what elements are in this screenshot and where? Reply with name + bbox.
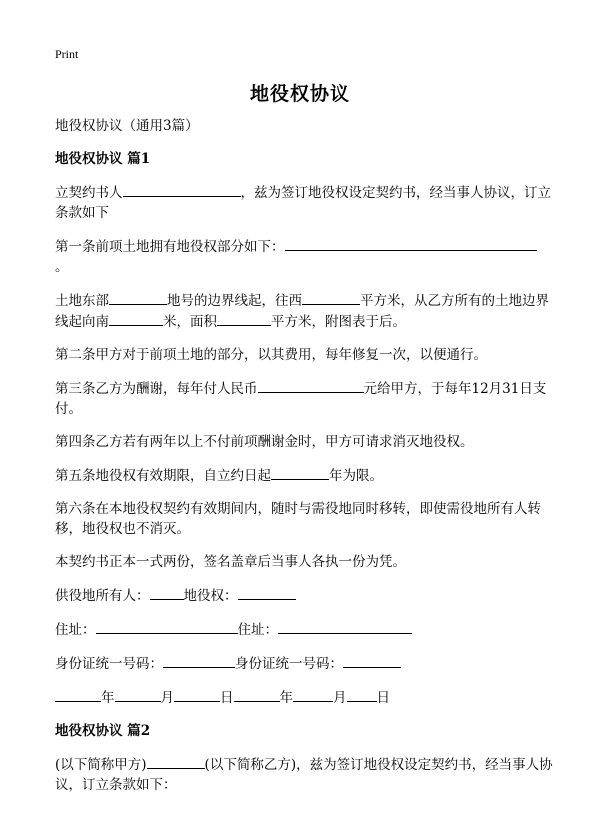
- text: 日: [220, 690, 234, 706]
- text: 土地东部: [55, 293, 109, 309]
- signature-date-line: [55, 687, 560, 708]
- paragraph-article-3: [55, 378, 560, 419]
- text: 元给甲方，于每年12月31日支付。: [55, 381, 547, 417]
- blank-field: [123, 182, 241, 197]
- text: 平方米，附图表于后。: [271, 314, 406, 330]
- blank-field: [96, 619, 238, 634]
- text: (以下简称甲方): [55, 757, 147, 773]
- text: 身份证统一号码：: [235, 656, 343, 672]
- blank-field: [343, 653, 401, 668]
- blank-field: [55, 687, 101, 702]
- paragraph-land-boundary: [55, 290, 560, 332]
- blank-field: [217, 311, 271, 326]
- blank-field: [347, 687, 377, 702]
- text: 平方米，从乙方所有的土地边界线起向南: [55, 293, 549, 330]
- text: 身份证统一号码：: [55, 656, 163, 672]
- blank-field: [174, 687, 220, 702]
- paragraph-article-2: 第二条甲方对于前项土地的部分，以其费用，每年修复一次，以便通行。: [55, 347, 487, 363]
- text: 住址：: [237, 622, 278, 638]
- text: 第一条前项土地拥有地役权部分如下：: [55, 239, 285, 255]
- paragraph-article-5: [55, 465, 560, 486]
- document-subtitle: 地役权协议（通用3篇）: [55, 118, 199, 134]
- text: 年为限。: [329, 468, 383, 484]
- text: 地役权：: [183, 588, 238, 604]
- blank-field: [234, 687, 280, 702]
- text: 米，面积: [163, 314, 217, 330]
- text: 地号的边界线起，往西: [167, 293, 302, 309]
- signature-id-line: [55, 653, 560, 674]
- blank-field: [258, 378, 364, 393]
- blank-field: [238, 585, 296, 600]
- signature-owner-line: [55, 585, 560, 606]
- blank-field: [302, 290, 360, 305]
- text: 年: [279, 690, 293, 706]
- text: 日: [376, 690, 390, 706]
- blank-field: [163, 653, 235, 668]
- blank-field: [293, 687, 333, 702]
- print-link[interactable]: Print: [55, 47, 79, 61]
- paragraph-article-4: 第四条乙方若有两年以上不付前项酬谢金时，甲方可请求消灭地役权。: [55, 434, 474, 450]
- text: 住址：: [55, 622, 96, 638]
- blank-field: [150, 585, 184, 600]
- blank-field: [285, 236, 537, 251]
- paragraph-contract-parties: [55, 182, 560, 223]
- paragraph-article-6: 第六条在本地役权契约有效期间内，随时与需役地同时移转，即使需役地所有人转移，地役权也不消灭。: [55, 501, 541, 537]
- blank-field: [109, 290, 167, 305]
- signature-address-line: [55, 619, 560, 640]
- paragraph-article-1: [55, 236, 560, 277]
- text: 供役地所有人：: [55, 588, 150, 604]
- text: 立契约书人: [55, 185, 123, 201]
- section-heading-1: 地役权协议 篇1: [55, 151, 151, 167]
- text: (以下简称乙方)，兹为签订地役权设定契约书，经当事人协议，订立条款如下：: [55, 757, 553, 793]
- paragraph-contract-parties-2: [55, 754, 560, 795]
- blank-field: [271, 465, 329, 480]
- section-heading-2: 地役权协议 篇2: [55, 723, 151, 739]
- document-body: [55, 116, 560, 808]
- text: 第三条乙方为酬谢，每年付人民币: [55, 381, 258, 397]
- blank-field: [115, 687, 161, 702]
- text: 第五条地役权有效期限，自立约日起: [55, 468, 271, 484]
- page-title: 地役权协议: [249, 83, 350, 105]
- blank-field: [278, 619, 412, 634]
- paragraph-copies: 本契约书正本一式两份，签名盖章后当事人各执一份为凭。: [55, 554, 406, 570]
- blank-field: [147, 754, 205, 769]
- text: 月: [333, 690, 347, 706]
- text: ，兹为签订地役权设定契约书，经当事人协议，订立条款如下: [55, 185, 551, 221]
- text: 年: [101, 690, 115, 706]
- text: 。: [55, 259, 69, 275]
- blank-field: [109, 311, 163, 326]
- text: 月: [160, 690, 174, 706]
